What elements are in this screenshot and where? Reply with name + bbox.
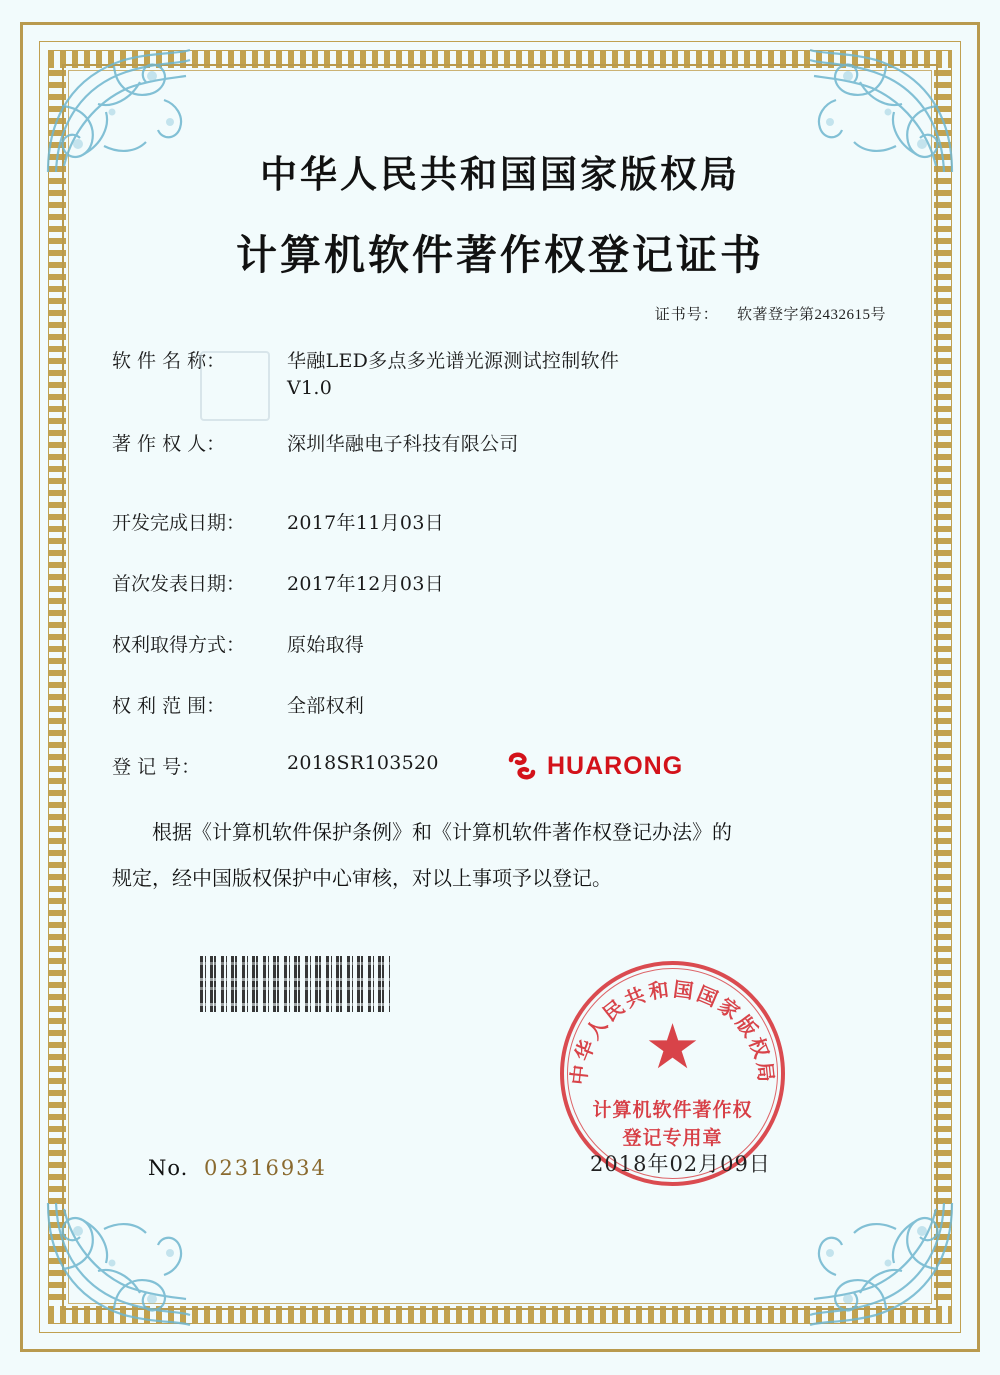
certificate-number-label: 证书号： — [654, 307, 719, 323]
field-acquisition-method — [112, 630, 910, 657]
field-label: 首次发表日期： — [112, 573, 246, 595]
serial-label: No. — [148, 1156, 189, 1180]
field-rights-scope — [112, 691, 910, 718]
huarong-logo — [505, 751, 683, 781]
field-value: 原始取得 — [287, 634, 365, 656]
issue-date: 2018年02月09日 — [590, 1152, 771, 1176]
seal-text-line-1: 计算机软件著作权 — [592, 1099, 753, 1121]
legal-statement — [90, 809, 910, 901]
field-value: 2017年12月03日 — [287, 573, 445, 595]
svg-text:中华人民共和国国家版权局: 中华人民共和国国家版权局 — [566, 976, 779, 1086]
field-first-publish-date — [112, 569, 910, 596]
field-value: 华融LED多点多光谱光源测试控制软件 — [287, 350, 620, 372]
watermark-mark — [200, 351, 270, 421]
certificate-content — [90, 96, 910, 1286]
field-label: 权 利 范 围： — [112, 695, 226, 717]
barcode — [200, 956, 390, 1012]
issuing-authority-title: 中华人民共和国国家版权局 — [260, 152, 740, 196]
statement-line-1: 根据《计算机软件保护条例》和《计算机软件著作权登记办法》的 — [152, 820, 732, 844]
field-label: 权利取得方式： — [112, 634, 246, 656]
certificate-title: 计算机软件著作权登记证书 — [236, 231, 764, 279]
certificate-number — [90, 303, 910, 324]
field-value: 2018SR103520 — [287, 752, 439, 774]
statement-line-2: 规定，经中国版权保护中心审核，对以上事项予以登记。 — [112, 866, 612, 890]
field-copyright-owner — [112, 429, 910, 456]
huarong-logo-text: HUARONG — [547, 751, 684, 780]
certificate-number-value: 软著登字第2432615号 — [736, 307, 886, 323]
serial-value: 02316934 — [204, 1156, 327, 1180]
field-value: 2017年11月03日 — [287, 512, 445, 534]
field-label: 软 件 名 称： — [112, 350, 226, 372]
huarong-mark-icon — [505, 751, 539, 781]
field-label: 著 作 权 人： — [112, 433, 226, 455]
serial-number — [148, 1156, 327, 1180]
field-value: 深圳华融电子科技有限公司 — [287, 433, 519, 455]
field-value: V1.0 — [287, 377, 333, 399]
field-label: 开发完成日期： — [112, 512, 246, 534]
seal-text-line-2: 登记专用章 — [622, 1127, 723, 1149]
field-development-date — [112, 508, 910, 535]
field-label: 登 记 号： — [112, 756, 201, 778]
field-value: 全部权利 — [287, 695, 365, 717]
seal-star-icon: ★ — [644, 1014, 701, 1082]
